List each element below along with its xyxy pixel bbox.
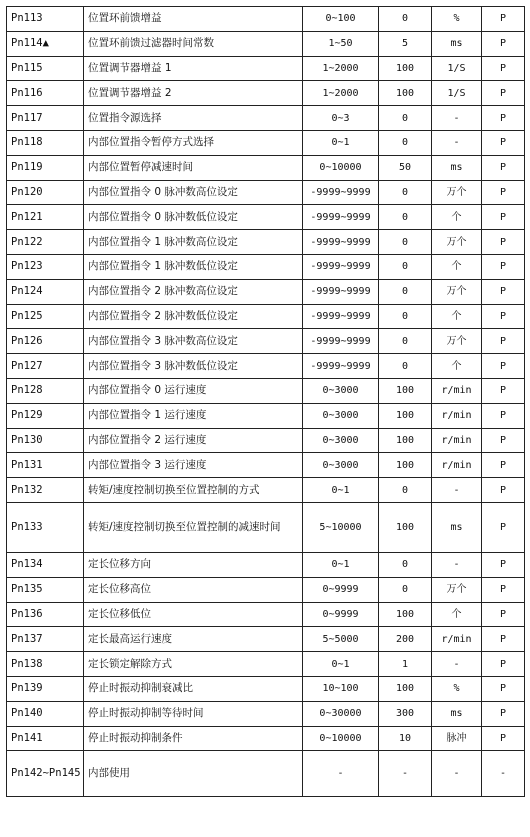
- table-row: [7, 304, 525, 329]
- param-range: -9999~9999: [303, 354, 379, 379]
- param-range: 0~100: [303, 7, 379, 32]
- param-range: -9999~9999: [303, 254, 379, 279]
- param-code: Pn117: [7, 106, 84, 131]
- param-unit: 个: [432, 354, 482, 379]
- param-default: 0: [379, 552, 432, 577]
- param-range: -: [303, 751, 379, 797]
- param-default: 0: [379, 106, 432, 131]
- param-unit: -: [432, 478, 482, 503]
- table-row: [7, 453, 525, 478]
- param-unit: ms: [432, 701, 482, 726]
- param-unit: -: [432, 130, 482, 155]
- param-unit: ms: [432, 155, 482, 180]
- table-row: [7, 130, 525, 155]
- param-name: 内部位置指令 0 脉冲数高位设定: [84, 180, 303, 205]
- table-row: [7, 552, 525, 577]
- param-name: 停止时振动抑制衰减比: [84, 676, 303, 701]
- param-attribute: P: [482, 130, 525, 155]
- param-default: 1: [379, 652, 432, 677]
- param-code: Pn120: [7, 180, 84, 205]
- param-name: 位置环前馈过滤器时间常数: [84, 31, 303, 56]
- param-unit: r/min: [432, 428, 482, 453]
- param-attribute: P: [482, 453, 525, 478]
- param-attribute: P: [482, 627, 525, 652]
- param-attribute: P: [482, 701, 525, 726]
- param-code: Pn142~Pn145: [7, 751, 84, 797]
- table-row: [7, 329, 525, 354]
- param-unit: 万个: [432, 230, 482, 255]
- param-default: 200: [379, 627, 432, 652]
- param-unit: 1/S: [432, 56, 482, 81]
- param-default: 100: [379, 378, 432, 403]
- param-attribute: P: [482, 205, 525, 230]
- param-name: 停止时振动抑制条件: [84, 726, 303, 751]
- param-unit: 万个: [432, 279, 482, 304]
- param-unit: -: [432, 552, 482, 577]
- param-code: Pn126: [7, 329, 84, 354]
- param-code: Pn125: [7, 304, 84, 329]
- param-range: 0~1: [303, 130, 379, 155]
- table-row: [7, 155, 525, 180]
- param-unit: -: [432, 106, 482, 131]
- param-name: 定长位移方向: [84, 552, 303, 577]
- param-name: 内部位置指令 1 脉冲数高位设定: [84, 230, 303, 255]
- param-unit: -: [432, 652, 482, 677]
- param-default: 0: [379, 230, 432, 255]
- param-unit: %: [432, 7, 482, 32]
- parameter-table: [6, 6, 525, 797]
- param-range: 0~3000: [303, 403, 379, 428]
- param-name: 内部位置指令暂停方式选择: [84, 130, 303, 155]
- param-attribute: P: [482, 7, 525, 32]
- table-row: [7, 627, 525, 652]
- param-range: 0~1: [303, 552, 379, 577]
- param-default: 100: [379, 428, 432, 453]
- param-code: Pn119: [7, 155, 84, 180]
- param-default: 0: [379, 304, 432, 329]
- param-range: 0~3000: [303, 378, 379, 403]
- param-attribute: P: [482, 502, 525, 552]
- param-code: Pn128: [7, 378, 84, 403]
- param-name: 定长位移高位: [84, 577, 303, 602]
- param-unit: 万个: [432, 329, 482, 354]
- param-unit: 万个: [432, 577, 482, 602]
- param-range: 0~10000: [303, 155, 379, 180]
- param-name: 位置调节器增益 2: [84, 81, 303, 106]
- param-attribute: P: [482, 652, 525, 677]
- param-default: 0: [379, 354, 432, 379]
- table-row: [7, 577, 525, 602]
- param-default: 0: [379, 577, 432, 602]
- param-range: 1~50: [303, 31, 379, 56]
- param-default: 100: [379, 676, 432, 701]
- param-unit: %: [432, 676, 482, 701]
- table-row: [7, 701, 525, 726]
- param-code: Pn130: [7, 428, 84, 453]
- table-row: [7, 106, 525, 131]
- table-row: [7, 279, 525, 304]
- param-unit: r/min: [432, 378, 482, 403]
- param-default: 100: [379, 602, 432, 627]
- param-range: -9999~9999: [303, 329, 379, 354]
- param-code: Pn132: [7, 478, 84, 503]
- param-range: 0~1: [303, 652, 379, 677]
- param-default: 10: [379, 726, 432, 751]
- param-default: 100: [379, 403, 432, 428]
- param-code: Pn114▲: [7, 31, 84, 56]
- table-row: [7, 230, 525, 255]
- table-row: [7, 652, 525, 677]
- param-unit: 个: [432, 602, 482, 627]
- table-row: [7, 56, 525, 81]
- param-unit: 万个: [432, 180, 482, 205]
- param-name: 定长最高运行速度: [84, 627, 303, 652]
- param-attribute: P: [482, 378, 525, 403]
- param-name: 位置指令源选择: [84, 106, 303, 131]
- table-row: [7, 81, 525, 106]
- param-default: 50: [379, 155, 432, 180]
- param-name: 内部位置指令 3 运行速度: [84, 453, 303, 478]
- table-row: [7, 478, 525, 503]
- param-attribute: -: [482, 751, 525, 797]
- param-default: 100: [379, 56, 432, 81]
- param-range: -9999~9999: [303, 230, 379, 255]
- param-attribute: P: [482, 304, 525, 329]
- param-default: 0: [379, 478, 432, 503]
- table-row: [7, 676, 525, 701]
- parameter-table-body: [7, 7, 525, 797]
- param-attribute: P: [482, 81, 525, 106]
- param-range: 1~2000: [303, 56, 379, 81]
- param-attribute: P: [482, 329, 525, 354]
- table-row: [7, 726, 525, 751]
- param-range: -9999~9999: [303, 279, 379, 304]
- table-row: [7, 403, 525, 428]
- param-name: 位置调节器增益 1: [84, 56, 303, 81]
- param-unit: -: [432, 751, 482, 797]
- param-code: Pn131: [7, 453, 84, 478]
- param-attribute: P: [482, 478, 525, 503]
- param-attribute: P: [482, 279, 525, 304]
- param-default: 0: [379, 279, 432, 304]
- param-name: 内部位置指令 2 脉冲数高位设定: [84, 279, 303, 304]
- param-range: 1~2000: [303, 81, 379, 106]
- param-code: Pn116: [7, 81, 84, 106]
- table-row: [7, 180, 525, 205]
- table-row: [7, 31, 525, 56]
- param-range: -9999~9999: [303, 304, 379, 329]
- param-code: Pn136: [7, 602, 84, 627]
- param-attribute: P: [482, 31, 525, 56]
- param-attribute: P: [482, 726, 525, 751]
- param-code: Pn123: [7, 254, 84, 279]
- param-attribute: P: [482, 403, 525, 428]
- param-name: 定长锁定解除方式: [84, 652, 303, 677]
- param-attribute: P: [482, 428, 525, 453]
- table-row: [7, 254, 525, 279]
- param-default: 0: [379, 180, 432, 205]
- param-default: 100: [379, 81, 432, 106]
- param-name: 内部位置指令 0 运行速度: [84, 378, 303, 403]
- table-row: [7, 7, 525, 32]
- param-name: 转矩/速度控制切换至位置控制的方式: [84, 478, 303, 503]
- param-unit: 脉冲: [432, 726, 482, 751]
- param-unit: r/min: [432, 403, 482, 428]
- param-name: 内部位置指令 3 脉冲数低位设定: [84, 354, 303, 379]
- table-row: [7, 602, 525, 627]
- param-code: Pn118: [7, 130, 84, 155]
- param-default: 100: [379, 453, 432, 478]
- param-range: 0~10000: [303, 726, 379, 751]
- param-code: Pn139: [7, 676, 84, 701]
- param-default: 300: [379, 701, 432, 726]
- param-default: 0: [379, 254, 432, 279]
- param-attribute: P: [482, 354, 525, 379]
- param-unit: 个: [432, 254, 482, 279]
- param-code: Pn141: [7, 726, 84, 751]
- param-range: 0~9999: [303, 602, 379, 627]
- table-row: [7, 205, 525, 230]
- table-row: [7, 378, 525, 403]
- table-row: [7, 502, 525, 552]
- param-name: 转矩/速度控制切换至位置控制的减速时间: [84, 502, 303, 552]
- param-attribute: P: [482, 254, 525, 279]
- param-name: 内部位置指令 1 运行速度: [84, 403, 303, 428]
- param-default: 0: [379, 130, 432, 155]
- param-unit: 个: [432, 304, 482, 329]
- param-code: Pn133: [7, 502, 84, 552]
- param-range: 10~100: [303, 676, 379, 701]
- table-row: [7, 428, 525, 453]
- param-attribute: P: [482, 602, 525, 627]
- param-code: Pn122: [7, 230, 84, 255]
- param-name: 内部位置指令 2 运行速度: [84, 428, 303, 453]
- param-attribute: P: [482, 155, 525, 180]
- param-name: 内部位置指令 1 脉冲数低位设定: [84, 254, 303, 279]
- table-row: [7, 354, 525, 379]
- param-unit: ms: [432, 502, 482, 552]
- param-default: 100: [379, 502, 432, 552]
- param-range: 0~3: [303, 106, 379, 131]
- param-unit: 个: [432, 205, 482, 230]
- param-name: 内部位置指令 0 脉冲数低位设定: [84, 205, 303, 230]
- param-code: Pn134: [7, 552, 84, 577]
- param-default: 5: [379, 31, 432, 56]
- table-row: [7, 751, 525, 797]
- param-default: -: [379, 751, 432, 797]
- param-code: Pn138: [7, 652, 84, 677]
- param-code: Pn115: [7, 56, 84, 81]
- param-code: Pn137: [7, 627, 84, 652]
- param-code: Pn127: [7, 354, 84, 379]
- param-attribute: P: [482, 676, 525, 701]
- param-code: Pn113: [7, 7, 84, 32]
- param-range: 0~9999: [303, 577, 379, 602]
- param-name: 内部位置暂停减速时间: [84, 155, 303, 180]
- param-range: -9999~9999: [303, 180, 379, 205]
- param-name: 定长位移低位: [84, 602, 303, 627]
- param-default: 0: [379, 205, 432, 230]
- param-range: 0~3000: [303, 453, 379, 478]
- param-range: 0~1: [303, 478, 379, 503]
- param-name: 位置环前馈增益: [84, 7, 303, 32]
- param-code: Pn121: [7, 205, 84, 230]
- param-unit: 1/S: [432, 81, 482, 106]
- param-unit: r/min: [432, 453, 482, 478]
- param-name: 内部位置指令 2 脉冲数低位设定: [84, 304, 303, 329]
- param-attribute: P: [482, 106, 525, 131]
- param-range: 0~3000: [303, 428, 379, 453]
- param-range: 0~30000: [303, 701, 379, 726]
- param-code: Pn140: [7, 701, 84, 726]
- param-name: 内部位置指令 3 脉冲数高位设定: [84, 329, 303, 354]
- param-attribute: P: [482, 180, 525, 205]
- param-attribute: P: [482, 552, 525, 577]
- param-attribute: P: [482, 577, 525, 602]
- param-code: Pn129: [7, 403, 84, 428]
- param-code: Pn135: [7, 577, 84, 602]
- param-range: -9999~9999: [303, 205, 379, 230]
- param-unit: r/min: [432, 627, 482, 652]
- param-attribute: P: [482, 56, 525, 81]
- param-name: 停止时振动抑制等待时间: [84, 701, 303, 726]
- param-attribute: P: [482, 230, 525, 255]
- param-name: 内部使用: [84, 751, 303, 797]
- param-default: 0: [379, 7, 432, 32]
- param-default: 0: [379, 329, 432, 354]
- param-unit: ms: [432, 31, 482, 56]
- param-range: 5~10000: [303, 502, 379, 552]
- param-code: Pn124: [7, 279, 84, 304]
- param-range: 5~5000: [303, 627, 379, 652]
